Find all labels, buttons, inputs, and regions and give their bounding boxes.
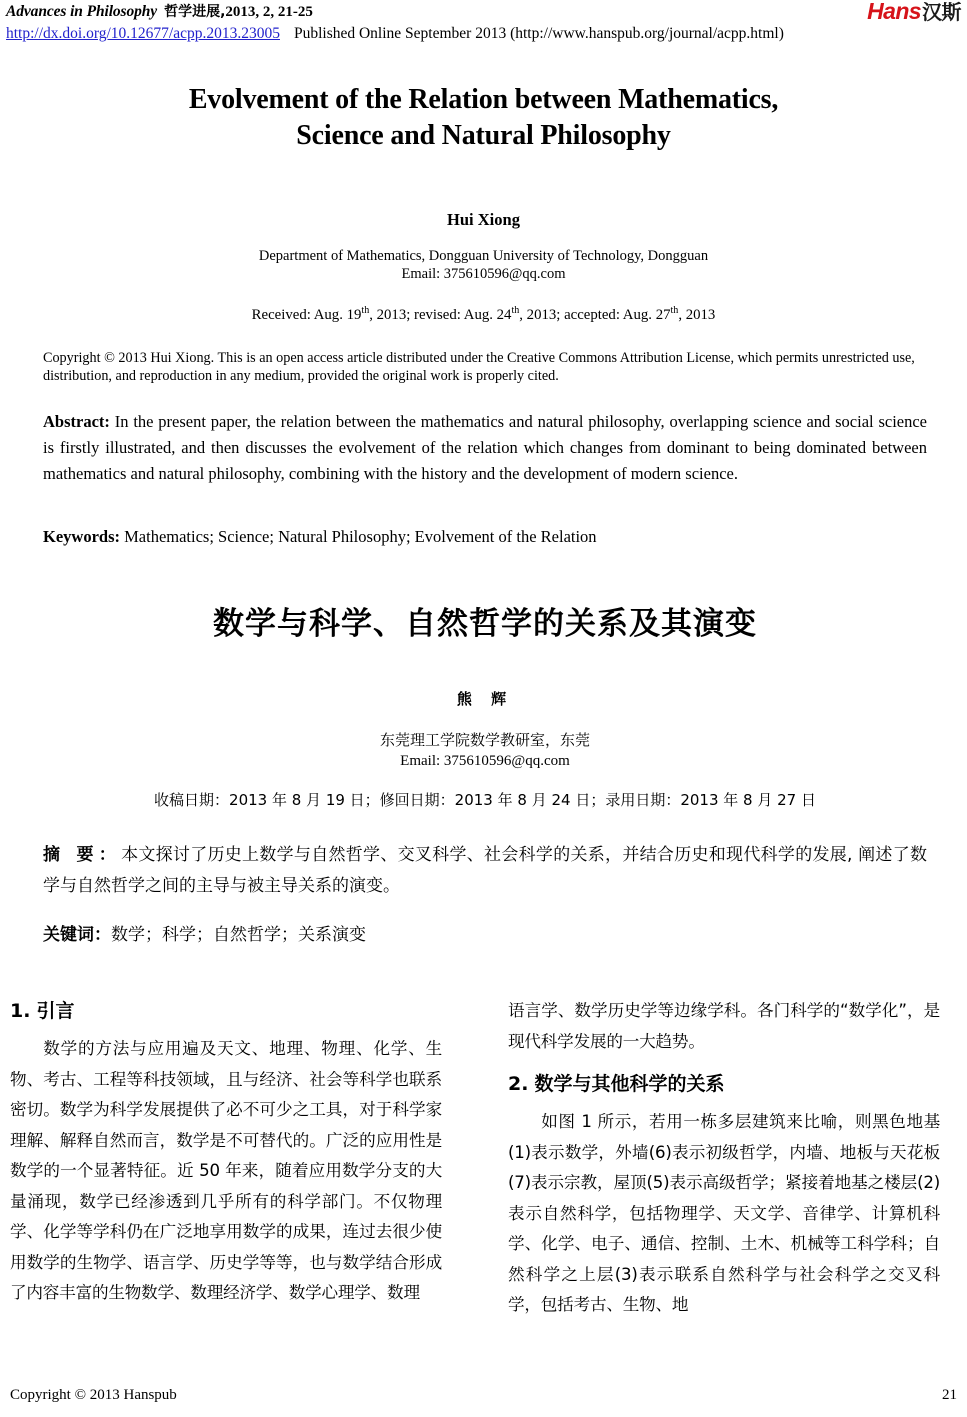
date-accepted-prefix: , 2013; accepted: Aug. 27 bbox=[519, 307, 671, 323]
footer-page-number: 21 bbox=[942, 1387, 957, 1403]
abstract-text-cn: 本文探讨了历史上数学与自然哲学、交叉科学、社会科学的关系，并结合历史和现代科学的发展, 阐述了数学与自然哲学之间的主导与被主导关系的演变。 bbox=[43, 845, 927, 896]
ordinal-suffix-2: th bbox=[511, 305, 520, 317]
paper-title-en bbox=[70, 82, 897, 154]
date-tail: , 2013 bbox=[678, 307, 716, 323]
date-received-prefix: Received: Aug. 19 bbox=[251, 307, 362, 323]
paper-title-cn: 数学与科学、自然哲学的关系及其演变 bbox=[213, 606, 757, 642]
keywords-label-cn: 关键词： bbox=[43, 925, 111, 945]
keywords-label-en: Keywords: bbox=[43, 527, 120, 546]
logo-chinese-text: 汉斯 bbox=[922, 0, 961, 24]
footer-copyright: Copyright © 2013 Hanspub bbox=[10, 1387, 177, 1403]
submission-dates-cn-text: 收稿日期：2013 年 8 月 19 日；修回日期：2013 年 8 月 24 日；录用日期：2013 年 8 月 27 日 bbox=[154, 791, 816, 809]
email-en: Email: 375610596@qq.com bbox=[401, 266, 566, 282]
license-notice: Copyright © 2013 Hui Xiong. This is an open access article distributed under the Creative Commons Attribution License, which permits unrestricted use, distribution, and reproduction in any medium, provided the original work is properly cited. bbox=[43, 350, 915, 384]
paragraph-intro-continued: 语言学、数学历史学等边缘学科。各门科学的“数学化”，是现代科学发展的一大趋势。 bbox=[508, 1001, 940, 1051]
section-heading-1 bbox=[10, 996, 442, 1026]
ordinal-suffix-3: th bbox=[670, 305, 679, 317]
journal-title-cn: 哲学进展, bbox=[164, 4, 226, 20]
section-title-2: 数学与其他科学的关系 bbox=[534, 1073, 725, 1095]
section-title-1: 引言 bbox=[36, 1000, 75, 1022]
hanspub-logo[interactable] bbox=[867, 0, 961, 26]
section-number-2: 2. bbox=[508, 1073, 529, 1095]
paragraph-intro: 数学的方法与应用遍及天文、地理、物理、化学、生物、考古、工程等科技领域，且与经济、社会等科学也联系密切。数学为科学发展提供了必不可少之工具，对于科学家理解、解释自然而言，数学是不可替代的。广泛的应用性是数学的一个显著特征。近 50 年来，随着应用数学分支的大量涌现，数学已经渗透到几乎所有的科学部门。不仅物理学、化学等学科仍在广泛地享用数学的成果，连过去很少使用数学的生物学、语言学、历史学等等，也与数学结合形成了内容丰富的生物数学、数理经济学、数学心理学、数理 bbox=[10, 1039, 442, 1302]
logo-latin-text: Hans bbox=[867, 0, 921, 24]
journal-title-en: Advances in Philosophy bbox=[6, 3, 158, 20]
abstract-en bbox=[43, 409, 927, 487]
affiliation-block-en bbox=[70, 247, 897, 283]
body-column-left bbox=[10, 996, 442, 1309]
author-name-en: Hui Xiong bbox=[447, 210, 520, 229]
abstract-text-en: In the present paper, the relation between the mathematics and natural philosophy, overlapping science and social science is firstly illustrated, and then discusses the evolvement of the relation which changes from dominant to being dominated between mathematics and natural philosophy, combining with the history and the development of modern science. bbox=[43, 412, 927, 483]
doi-link[interactable]: http://dx.doi.org/10.12677/acpp.2013.23005 bbox=[6, 25, 280, 42]
masthead-line-2 bbox=[6, 23, 961, 45]
journal-citation: 2013, 2, 21-25 bbox=[225, 4, 313, 20]
email-cn: Email: 375610596@qq.com bbox=[400, 753, 570, 769]
affiliation-en: Department of Mathematics, Dongguan University of Technology, Dongguan bbox=[258, 248, 709, 264]
submission-dates-en bbox=[70, 307, 897, 324]
abstract-label-en: Abstract: bbox=[43, 412, 110, 431]
paper-title-en-line2: Science and Natural Philosophy bbox=[296, 120, 671, 151]
page-footer bbox=[10, 1385, 957, 1405]
section-number-1: 1. bbox=[10, 1000, 31, 1022]
masthead bbox=[6, 2, 961, 46]
affiliation-cn: 东莞理工学院数学教研室，东莞 bbox=[379, 731, 590, 749]
keywords-text-en: Mathematics; Science; Natural Philosophy; Evolvement of the Relation bbox=[120, 527, 597, 546]
keywords-cn bbox=[43, 920, 927, 951]
body-column-right bbox=[508, 996, 940, 1321]
submission-dates-cn bbox=[43, 789, 927, 810]
author-name-cn: 熊 辉 bbox=[456, 690, 514, 708]
abstract-label-cn: 摘 要： bbox=[43, 845, 122, 865]
keywords-text-cn: 数学；科学；自然哲学；关系演变 bbox=[111, 925, 366, 945]
published-online-text: Published Online September 2013 (http://www.hanspub.org/journal/acpp.html) bbox=[293, 25, 784, 42]
ordinal-suffix-1: th bbox=[361, 305, 370, 317]
affiliation-block-cn bbox=[43, 730, 927, 772]
abstract-cn bbox=[43, 840, 927, 902]
keywords-en bbox=[43, 524, 927, 550]
paper-title-en-line1: Evolvement of the Relation between Mathematics, bbox=[188, 84, 779, 115]
date-revised-prefix: , 2013; revised: Aug. 24 bbox=[369, 307, 512, 323]
paragraph-section-2: 如图 1 所示，若用一栋多层建筑来比喻，则黑色地基(1)表示数学，外墙(6)表示初级哲学，内墙、地板与天花板(7)表示宗教，屋顶(5)表示高级哲学；紧接着地基之楼层(2)表示自然科学，包括物理学、天文学、音律学、计算机科学、化学、电子、通信、控制、土木、机械等工科学科；自然科学之上层(3)表示联系自然科学与社会科学之交叉科学，包括考古、生物、地 bbox=[508, 1112, 940, 1314]
section-heading-2 bbox=[508, 1069, 940, 1099]
masthead-line-1 bbox=[6, 2, 961, 22]
